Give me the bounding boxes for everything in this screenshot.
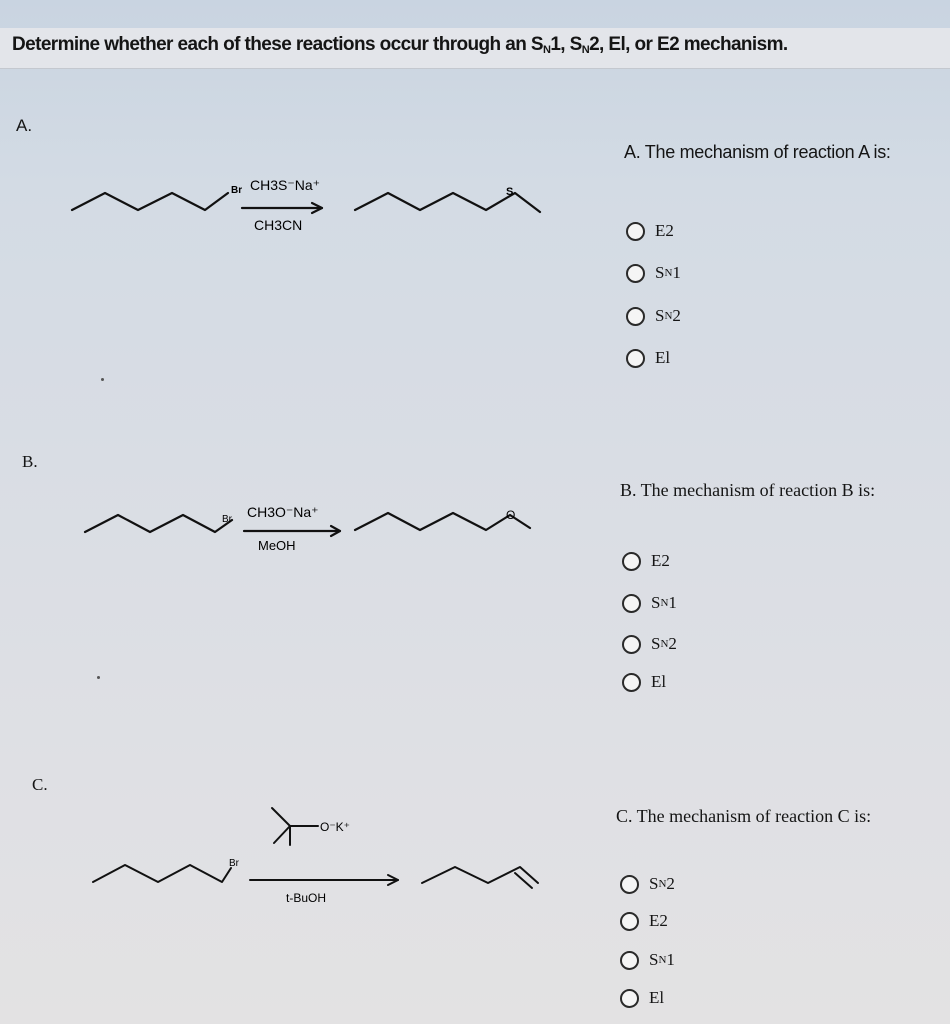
reaction-b-leaving-group: Br (222, 514, 232, 525)
radio-icon[interactable] (620, 951, 639, 970)
reaction-a-leaving-group: Br (231, 185, 243, 196)
option-a-4[interactable]: El (626, 346, 670, 370)
reaction-c-product (422, 867, 538, 883)
radio-icon[interactable] (622, 552, 641, 571)
radio-icon[interactable] (626, 307, 645, 326)
question-a: A. The mechanism of reaction A is: (624, 142, 891, 162)
radio-icon[interactable] (626, 264, 645, 283)
option-c-4[interactable]: El (620, 986, 664, 1010)
reaction-c-scheme (93, 808, 538, 888)
reaction-a-reagent-bottom: CH3CN (254, 217, 303, 233)
reaction-c-reagent-structure (272, 808, 290, 843)
radio-icon[interactable] (620, 989, 639, 1008)
reaction-b-product-atom: O (506, 508, 516, 522)
reaction-b-product (355, 513, 530, 530)
reaction-a-scheme (72, 193, 540, 213)
section-label-c: C. (32, 775, 48, 794)
question-c: C. The mechanism of reaction C is: (616, 806, 872, 826)
reaction-b-reactant (85, 515, 232, 532)
reaction-c-reagent-bottom: t-BuOH (286, 891, 327, 905)
option-b-2[interactable]: S N 1 (622, 591, 677, 615)
reaction-a-product-atom: S (506, 186, 514, 198)
question-b: B. The mechanism of reaction B is: (620, 480, 876, 500)
radio-icon[interactable] (622, 635, 641, 654)
radio-icon[interactable] (622, 673, 641, 692)
option-a-2[interactable]: S N 1 (626, 261, 681, 285)
speck-dot (97, 676, 100, 679)
radio-icon[interactable] (626, 222, 645, 241)
radio-icon[interactable] (620, 912, 639, 931)
reaction-b-reagent-bottom: MeOH (258, 538, 296, 553)
reaction-a-reactant (72, 193, 228, 210)
reaction-c-reagent-top: O⁻K⁺ (320, 820, 351, 834)
radio-icon[interactable] (626, 349, 645, 368)
option-c-1[interactable]: S N 2 (620, 872, 675, 896)
reaction-c-reactant (93, 865, 231, 882)
speck-dot (101, 378, 104, 381)
section-label-b: B. (22, 452, 38, 471)
option-a-1[interactable]: E2 (626, 219, 674, 243)
page-title: Determine whether each of these reactions occur through an $S_N1$, $S_N2$, El, or E2 mechanism. (12, 34, 788, 56)
reaction-c-leaving-group: Br (229, 858, 239, 869)
reaction-a-reagent-top: CH3S⁻Na⁺ (250, 177, 321, 193)
radio-icon[interactable] (622, 594, 641, 613)
section-label-a: A. (16, 116, 33, 135)
reaction-b-reagent-top: CH3O⁻Na⁺ (247, 504, 319, 520)
option-b-1[interactable]: E2 (622, 549, 670, 573)
option-a-3[interactable]: S N 2 (626, 304, 681, 328)
option-c-2[interactable]: E2 (620, 909, 668, 933)
radio-icon[interactable] (620, 875, 639, 894)
option-c-3[interactable]: S N 1 (620, 948, 675, 972)
option-b-4[interactable]: El (622, 670, 666, 694)
option-b-3[interactable]: S N 2 (622, 632, 677, 656)
